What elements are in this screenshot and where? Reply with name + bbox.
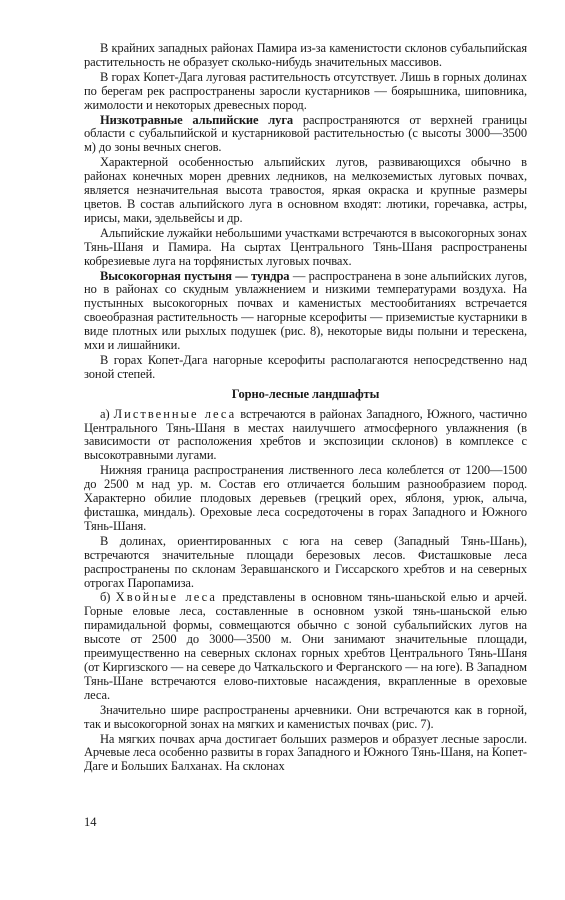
paragraph: Нижняя граница распространения лиственного леса колеблется от 1200—1500 до 2500 м над ур. м. Состав его отличается большим разнообразием пород. Характерно обилие плодовых деревьев (грецкий орех, яблоня, урюк, алыча, фисташка, миндаль). Ореховые леса сосредоточены в горах Западного и Южного Тянь-Шаня. xyxy=(84,463,527,533)
paragraph: В горах Копет-Дага нагорные ксерофиты располагаются непосредственно над зоной степей. xyxy=(84,352,527,381)
paragraph: Альпийские лужайки небольшими участками встречаются в высокогорных зонах Тянь-Шаня и Памира. На сыртах Центрального Тянь-Шаня распространены кобрезиевые луга на торфянистых луговых почвах. xyxy=(84,225,527,268)
paragraph: б) Хвойные леса представлены в основном тянь-шаньской елью и арчей. Горные еловые леса, составленные в основном узкой тянь-шаньской елью пирамидальной формы, совмещаются обычно с зоной субальпийских лугов на высоте от 2500 до 3000—3500 м. Они занимают значительные площади, преимущественно на северных склонах горных хребтов Центрального Тянь-Шаня (от Киргизского — на севере до Чаткальского и Ферганского — на юге). В Западном Тянь-Шане встречаются елово-пихтовые насаждения, вкрапленные в ореховые леса. xyxy=(84,590,527,702)
paragraph: На мягких почвах арча достигает больших размеров и образует лесные заросли. Арчевые леса особенно развиты в горах Западного и Южного Тянь-Шаня, на Копет-Даге и Больших Балханах. На склонах xyxy=(84,731,527,774)
term-bold: Низкотравные альпийские луга xyxy=(100,112,294,127)
paragraph: Низкотравные альпийские луга распространяются от верхней границы области с субальпийской и кустарниковой растительностью (с высоты 3000—3500 м) до зоны вечных снегов. xyxy=(84,112,527,155)
term-bold: Высокогорная пустыня — тундра xyxy=(100,268,290,283)
section-heading: Горно-лесные ландшафты xyxy=(231,386,380,401)
paragraph: В долинах, ориентированных с юга на север (Западный Тянь-Шань), встречаются значительные площади березовых лесов. Фисташковые леса распространены по склонам Зеравшанского и Гиссарского хребтов и на северных отрогах Паропамиза. xyxy=(84,533,527,590)
paragraph: Высокогорная пустыня — тундра — распространена в зоне альпийских лугов, но в районах со скудным увлажнением и низкими температурами воздуха. На пустынных высокогорных почвах и каменистых местообитаниях встречается своеобразная растительность — нагорные ксерофиты — приземистые кустарники в виде плотных или рыхлых подушек (рис. 8), некоторые виды полыни и терескена, мхи и лишайники. xyxy=(84,268,527,353)
paragraph: В крайних западных районах Памира из-за каменистости склонов субальпийская растительность не образует сколько-нибудь значительных массивов. xyxy=(84,41,527,69)
paragraph: а) Лиственные леса встречаются в районах Западного, Южного, частично Центрального Тянь-Шаня в местах наилучшего атмосферного увлажнения (в зависимости от расположения хребтов и экспозиции склонов) в комплексе с высокотравными лугами. xyxy=(84,406,527,463)
term-spaced: Хвойные леса xyxy=(115,590,217,605)
paragraph: Значительно шире распространены арчевники. Они встречаются как в горной, так и высокогорной зонах на мягких и каменистых почвах (рис. 7). xyxy=(84,702,527,731)
paragraph: В горах Копет-Дага луговая растительность отсутствует. Лишь в горных долинах по берегам рек распространены заросли кустарников — боярышника, шиповника, жимолости и некоторых древесных пород. xyxy=(84,69,527,112)
term-spaced: Лиственные леса xyxy=(113,406,237,421)
paragraph: Характерной особенностью альпийских лугов, развивающихся обычно в районах конечных морен древних ледников, на мелкоземистых луговых почвах, является незначительная высота травостоя, яркая окраска и крупные размеры цветов. В состав альпийского луга в основном входят: лютики, горечавка, астры, ирисы, маки, эдельвейсы и др. xyxy=(84,155,527,225)
page-number: 14 xyxy=(84,815,97,829)
text-column xyxy=(84,42,527,775)
